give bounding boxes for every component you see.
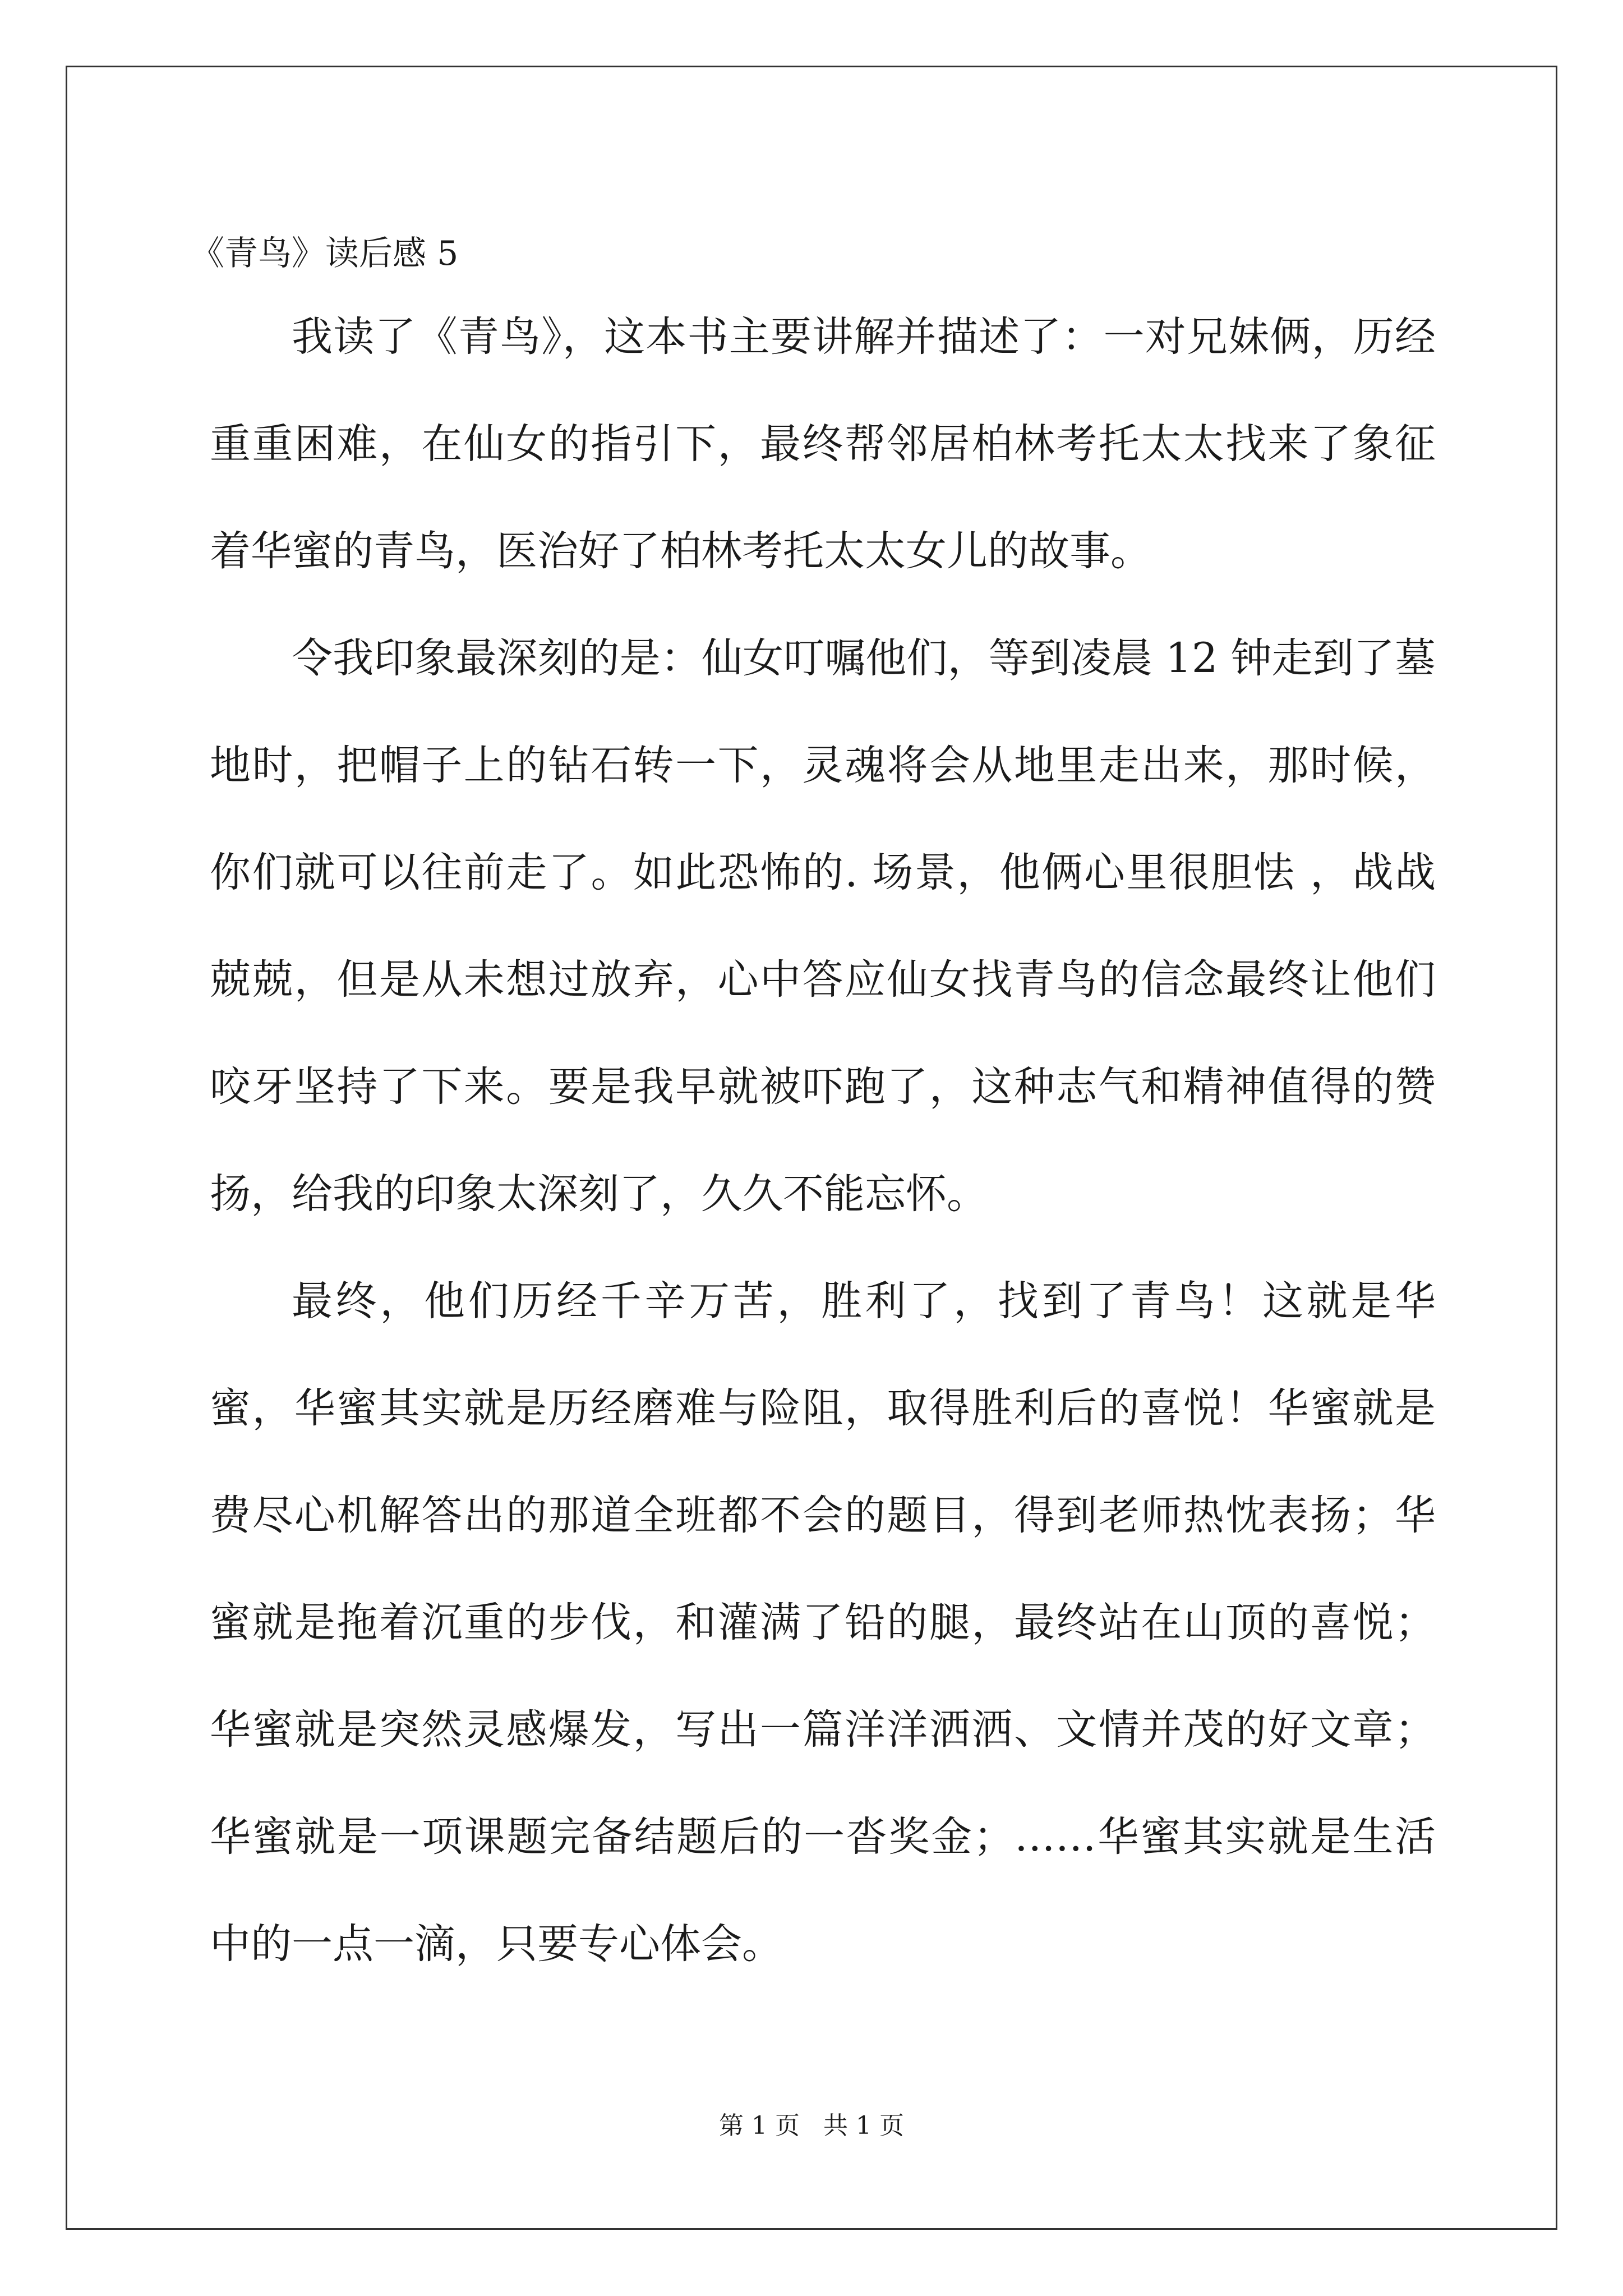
document-title: 《青鸟》读后感 5 xyxy=(191,234,459,273)
paragraph-3: 最终，他们历经千辛万苦，胜利了，找到了青鸟！这就是华蜜，华蜜其实就是历经磨难与险阻，取得胜利后的喜悦！华蜜就是费尽心机解答出的那道全班都不会的题目，得到老师热忱表扬；华蜜就是拖着沉重的步伐，和灌满了铅的腿，最终站在山顶的喜悦；华蜜就是突然灵感爆发，写出一篇洋洋洒洒、文情并茂的好文章；华蜜就是一项课题完备结题后的一沓奖金；……华蜜其实就是生活中的一点一滴，只要专心体会。 xyxy=(210,1277,1436,1968)
paragraph-2: 令我印象最深刻的是：仙女叮嘱他们，等到凌晨 12 钟走到了墓地时，把帽子上的钻石转一下，灵魂将会从地里走出来，那时候，你们就可以往前走了。如此恐怖的. 场景，他俩心里很胆怯 ，战战兢兢，但是从未想过放弃，心中答应仙女找青鸟的信念最终让他们咬牙坚持了下来。要是我早就被吓跑了，这种志气和精神值得的赞扬，给我的印象太深刻了，久久不能忘怀。 xyxy=(210,634,1436,1218)
document-body xyxy=(210,283,1436,1998)
page-number-footer: 第 1 页 共 1 页 xyxy=(719,2111,904,2140)
paragraph-1: 我读了《青鸟》，这本书主要讲解并描述了：一对兄妹俩，历经重重困难，在仙女的指引下，最终帮邻居柏林考托太太找来了象征着华蜜的青鸟，医治好了柏林考托太太女儿的故事。 xyxy=(210,313,1436,575)
